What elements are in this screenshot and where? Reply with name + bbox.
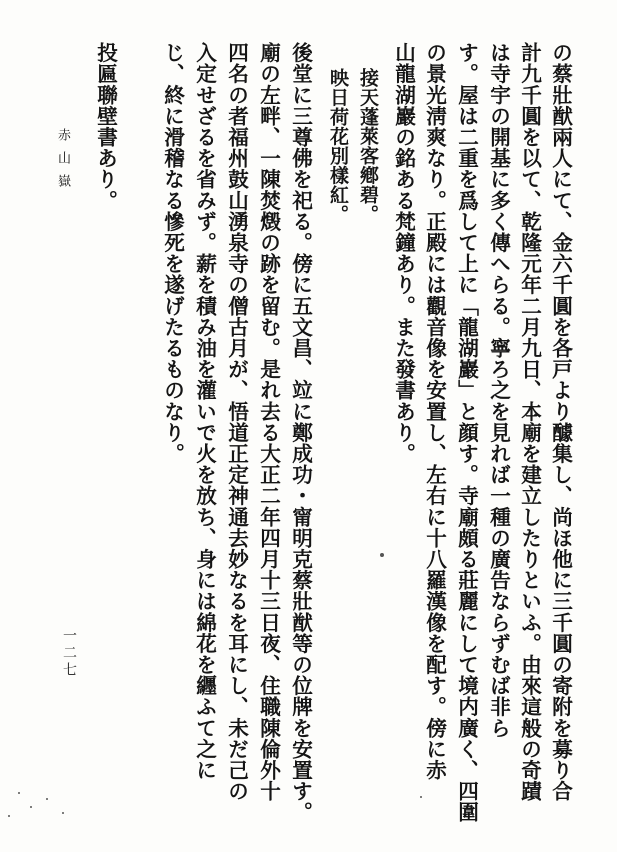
text-column-6: 山龍湖巖の銘ある梵鐘あり。また發書あり。 — [391, 42, 416, 464]
text-column-4: す。屋は二重を爲して上に「龍湖巖」と顔す。寺廟頗る莊麗にして境内廣く、四圍 — [454, 42, 479, 823]
scan-speck — [62, 812, 64, 814]
scan-speck — [30, 806, 32, 808]
text-column-12: 投匾聯壁書あり。 — [93, 42, 118, 211]
text-column-11: じ、終に滑稽なる慘死を遂げたるものなり。 — [160, 42, 185, 464]
text-column-2: 計九千圓を以て、乾隆元年二月九日、本廟を建立したりといふ。由來這般の奇蹟 — [517, 42, 542, 802]
text-column-3: は寺宇の開基に多く傳へらる。寧ろ之を見れば一種の廣告ならずむば非ら — [486, 42, 511, 739]
scan-speck — [8, 815, 10, 817]
running-head: 赤山嶽 — [55, 128, 70, 197]
text-column-5: の景光淸爽なり。正殿には觀音像を安置し、左右に十八羅漢像を配す。傍に赤 — [422, 42, 447, 781]
text-column-10: 入定せざるを省みず。薪を積み油を灌いで火を放ち、身には綿花を纒ふて之に — [192, 42, 217, 781]
text-column-8: 廟の左畔、一陳焚燬の跡を留む。是れ去る大正二年四月十三日夜、住職陳倫外十 — [256, 42, 281, 802]
couplet-line-2: 映日荷花別樣紅。 — [327, 68, 349, 224]
page-number: 一二七 — [61, 628, 77, 679]
scan-speck — [420, 796, 422, 798]
scan-speck — [380, 553, 384, 557]
text-column-1: の蔡壯猷兩人にて、金六千圓を各戸より醵集し、尚ほ他に三千圓の寄附を募り合 — [548, 42, 573, 802]
scan-speck — [46, 798, 48, 800]
couplet-line-1: 接天蓬萊客鄕碧。 — [357, 68, 379, 224]
text-column-7: 後堂に三尊佛を祀る。傍に五文昌、竝に鄭成功・甯明克蔡壯猷等の位牌を安置す。 — [288, 42, 313, 823]
text-column-9: 四名の者福州鼓山湧泉寺の僧古月が、悟道正定神通去妙なるを耳にし、未だ己の — [224, 42, 249, 802]
scan-speck — [18, 792, 20, 794]
